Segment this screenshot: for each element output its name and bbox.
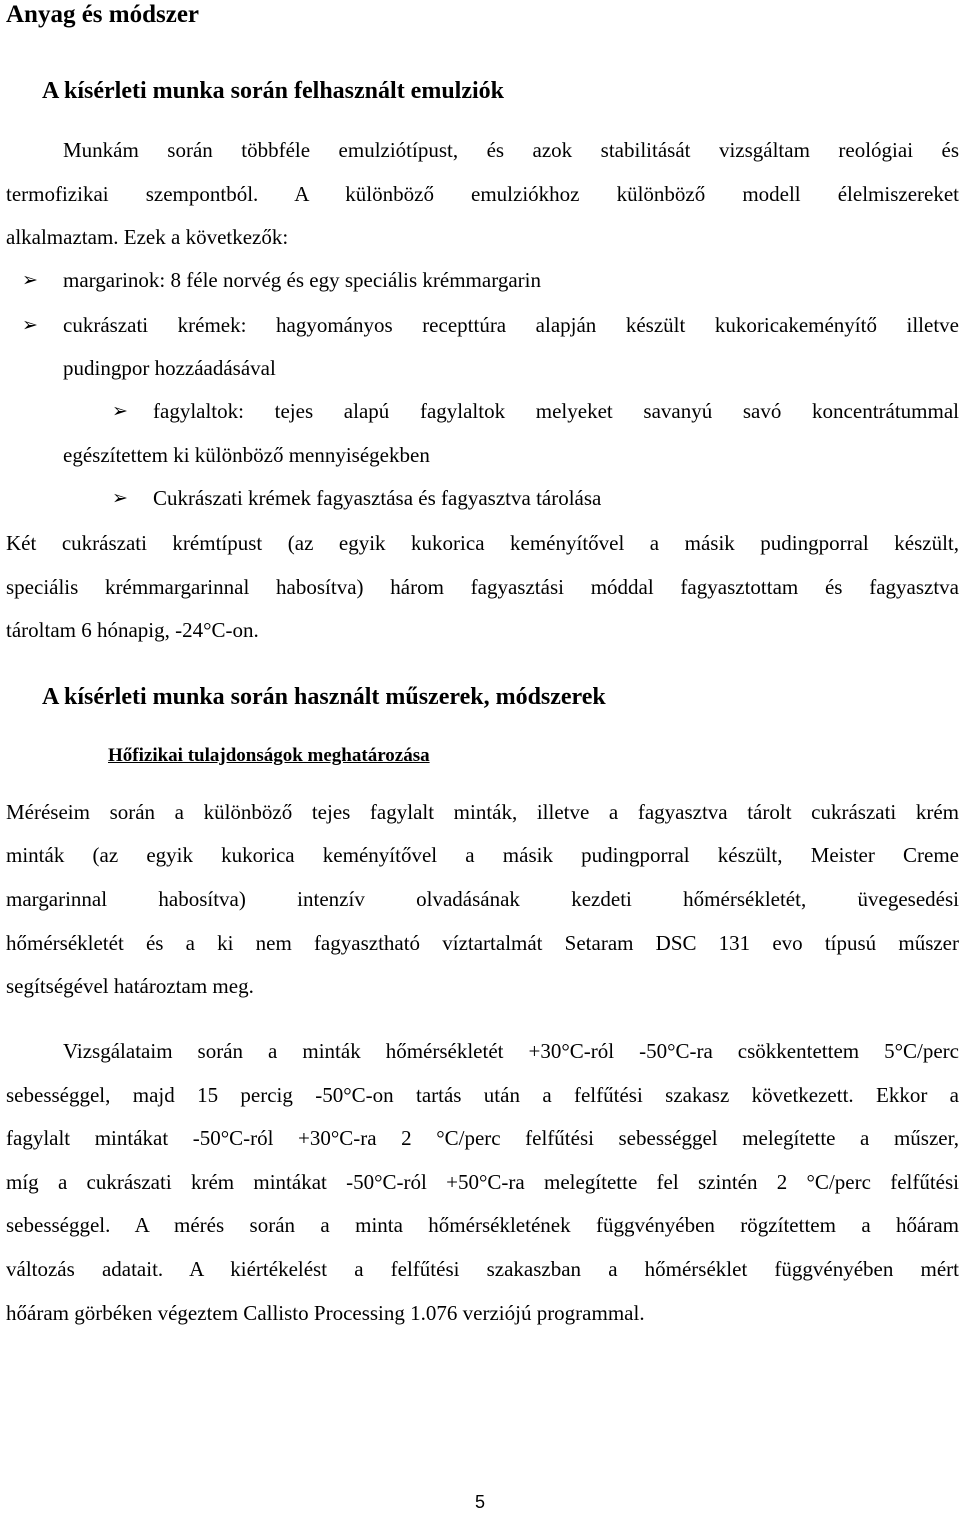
paragraph-line: speciális krémmargarinnal habosítva) három fagyasztási móddal fagyasztottam és fagyasztva <box>6 575 959 599</box>
list-item: margarinok: 8 féle norvég és egy speciális krémmargarin <box>63 268 541 292</box>
paragraph-line: tároltam 6 hónapig, -24°C-on. <box>6 618 259 642</box>
paragraph-line: segítségével határoztam meg. <box>6 974 254 998</box>
paragraph-line: Vizsgálataim során a minták hőmérsékletét +30°C-ról -50°C-ra csökkentettem 5°C/perc <box>63 1039 959 1063</box>
section-title-emulsions: A kísérleti munka során felhasznált emulziók <box>42 78 505 104</box>
list-item: cukrászati krémek: hagyományos recepttúra alapján készült kukoricakeményítő illetve <box>63 313 959 337</box>
paragraph-line: sebességgel. A mérés során a minta hőmérsékletének függvényében rögzítettem a hőáram <box>6 1213 959 1237</box>
paragraph-line: hőmérsékletét és a ki nem fagyasztható víztartalmát Setaram DSC 131 evo típusú műszer <box>6 931 959 955</box>
paragraph-line: míg a cukrászati krém mintákat -50°C-ról +50°C-ra melegítette fel szintén 2 °C/perc felfűtési <box>6 1170 959 1194</box>
paragraph-line: minták (az egyik kukorica keményítővel a másik pudingporral készült, Meister Creme <box>6 843 959 867</box>
intro-line: Munkám során többféle emulziótípust, és azok stabilitását vizsgáltam reológiai és <box>63 138 959 162</box>
paragraph-line: sebességgel, majd 15 percig -50°C-on tartás után a felfűtési szakasz következett. Ekkor a <box>6 1083 959 1107</box>
subsection-title: Hőfizikai tulajdonságok meghatározása <box>108 745 430 766</box>
paragraph-line: fagylalt mintákat -50°C-ról +30°C-ra 2 °C/perc felfűtési sebességgel melegítette a műszer, <box>6 1126 959 1150</box>
section-title-instruments: A kísérleti munka során használt műszerek, módszerek <box>42 684 606 710</box>
list-item-continuation: pudingpor hozzáadásával <box>63 356 276 380</box>
paragraph-line: margarinnal habosítva) intenzív olvadásának kezdeti hőmérsékletét, üvegesedési <box>6 887 959 911</box>
paragraph-line: hőáram görbéken végeztem Callisto Processing 1.076 verziójú programmal. <box>6 1301 645 1325</box>
paragraph-line: Két cukrászati krémtípust (az egyik kukorica keményítővel a másik pudingporral készült, <box>6 531 959 555</box>
paragraph-line: Méréseim során a különböző tejes fagylalt minták, illetve a fagyasztva tárolt cukrászati krém <box>6 800 959 824</box>
list-item: fagylaltok: tejes alapú fagylaltok melyeket savanyú savó koncentrátummal <box>153 399 959 423</box>
arrowhead-bullet-icon: ➢ <box>112 400 128 422</box>
page-number: 5 <box>474 1492 485 1512</box>
page-heading: Anyag és módszer <box>6 1 200 28</box>
intro-line: termofizikai szempontból. A különböző emulziókhoz különböző modell élelmiszereket <box>6 182 959 206</box>
intro-line: alkalmaztam. Ezek a következők: <box>6 225 289 249</box>
arrowhead-bullet-icon: ➢ <box>112 487 128 509</box>
list-item: Cukrászati krémek fagyasztása és fagyasztva tárolása <box>153 486 602 510</box>
paragraph-line: változás adatait. A kiértékelést a felfűtési szakaszban a hőmérséklet függvényében mért <box>6 1257 959 1281</box>
arrowhead-bullet-icon: ➢ <box>22 269 38 291</box>
arrowhead-bullet-icon: ➢ <box>22 314 38 336</box>
list-item-continuation: egészítettem ki különböző mennyiségekben <box>63 443 430 467</box>
